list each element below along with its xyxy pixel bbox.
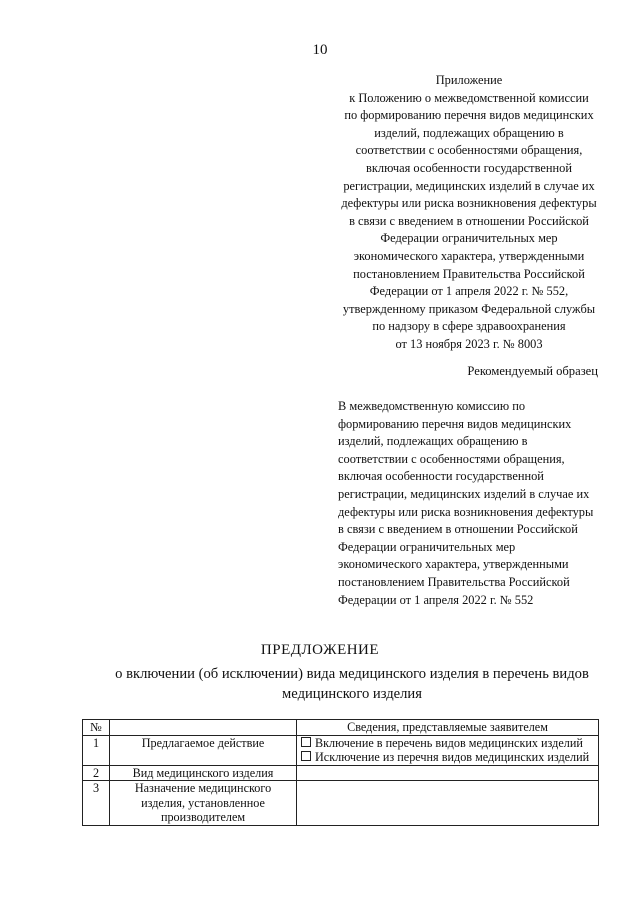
addressee-line: экономического характера, утвержденными [338, 557, 569, 572]
table-header-row [83, 720, 599, 736]
row-name: Предлагаемое действие [110, 735, 297, 765]
addressee-line: Федерации от 1 апреля 2022 г. № 552 [338, 592, 534, 607]
proposal-title: ПРЕДЛОЖЕНИЕ [260, 642, 380, 658]
appendix-line: Федерации от 1 апреля 2022 г. № 552, [369, 284, 569, 299]
addressee-line: в связи с введением в отношении Российской [338, 522, 578, 537]
appendix-line: в связи с введением в отношении Российской [349, 213, 589, 228]
header-num-cell: № [83, 720, 110, 736]
page-number: 10 [312, 42, 328, 58]
action-options-cell [297, 735, 599, 765]
appendix-line: к Положению о межведомственной комиссии [349, 90, 589, 105]
appendix-line: включая особенности государственной [366, 160, 572, 175]
row-num: 1 [83, 735, 110, 765]
addressee-line: постановлением Правительства Российской [338, 574, 570, 589]
table-row [83, 781, 599, 826]
include-option-label: Включение в перечень видов медицинских изделий [315, 735, 583, 750]
exclude-option-label: Исключение из перечня видов медицинских изделий [315, 750, 590, 764]
appendix-line: утвержденному приказом Федеральной службы [342, 301, 596, 316]
addressee-line: соответствии с особенностями обращения, [338, 451, 565, 466]
row-num: 3 [83, 781, 110, 826]
addressee-line: дефектуры или риска возникновения дефектуры [338, 504, 594, 519]
appendix-line: по формированию перечня видов медицинских [344, 108, 594, 123]
include-option[interactable] [301, 736, 594, 751]
exclude-option[interactable] [301, 750, 594, 765]
table-row [83, 735, 599, 765]
row-name: Назначение медицинского изделия, установленное производителем [110, 781, 297, 826]
appendix-line: изделий, подлежащих обращению в [374, 125, 564, 140]
row-num: 2 [83, 765, 110, 781]
appendix-line: постановлением Правительства Российской [353, 266, 585, 281]
appendix-line: Федерации ограничительных мер [380, 231, 558, 246]
appendix-header [328, 72, 610, 354]
device-type-value-cell[interactable] [297, 765, 599, 781]
addressee-line: В межведомственную комиссию по [338, 399, 526, 413]
appendix-line: регистрации, медицинских изделий в случае их [343, 178, 595, 193]
appendix-line: соответствии с особенностями обращения, [355, 143, 583, 158]
addressee-line: изделий, подлежащих обращению в [338, 434, 528, 449]
appendix-line: экономического характера, утвержденными [353, 248, 585, 263]
header-info-cell: Сведения, представляемые заявителем [297, 720, 599, 736]
appendix-line: по надзору в сфере здравоохранения [372, 319, 566, 334]
addressee-line: формированию перечня видов медицинских [338, 416, 572, 431]
appendix-line: Приложение [435, 73, 503, 87]
appendix-line: от 13 ноября 2023 г. № 8003 [395, 336, 543, 351]
header-name-cell [110, 720, 297, 736]
addressee-line: регистрации, медицинских изделий в случае их [338, 486, 590, 501]
application-table [82, 719, 599, 826]
proposal-subtitle: о включении (об исключении) вида медицинского изделия в перечень видов медицинского изделия [115, 666, 589, 702]
addressee-line: Федерации ограничительных мер [338, 539, 516, 554]
addressee-block [338, 398, 614, 609]
row-name: Вид медицинского изделия [110, 765, 297, 781]
checkbox-exclude[interactable] [301, 751, 311, 761]
appendix-line: дефектуры или риска возникновения дефектуры [341, 196, 597, 211]
checkbox-include[interactable] [301, 737, 311, 747]
recommended-sample-label: Рекомендуемый образец [467, 364, 598, 378]
addressee-line: включая особенности государственной [338, 469, 544, 484]
purpose-value-cell[interactable] [297, 781, 599, 826]
table-row [83, 765, 599, 781]
